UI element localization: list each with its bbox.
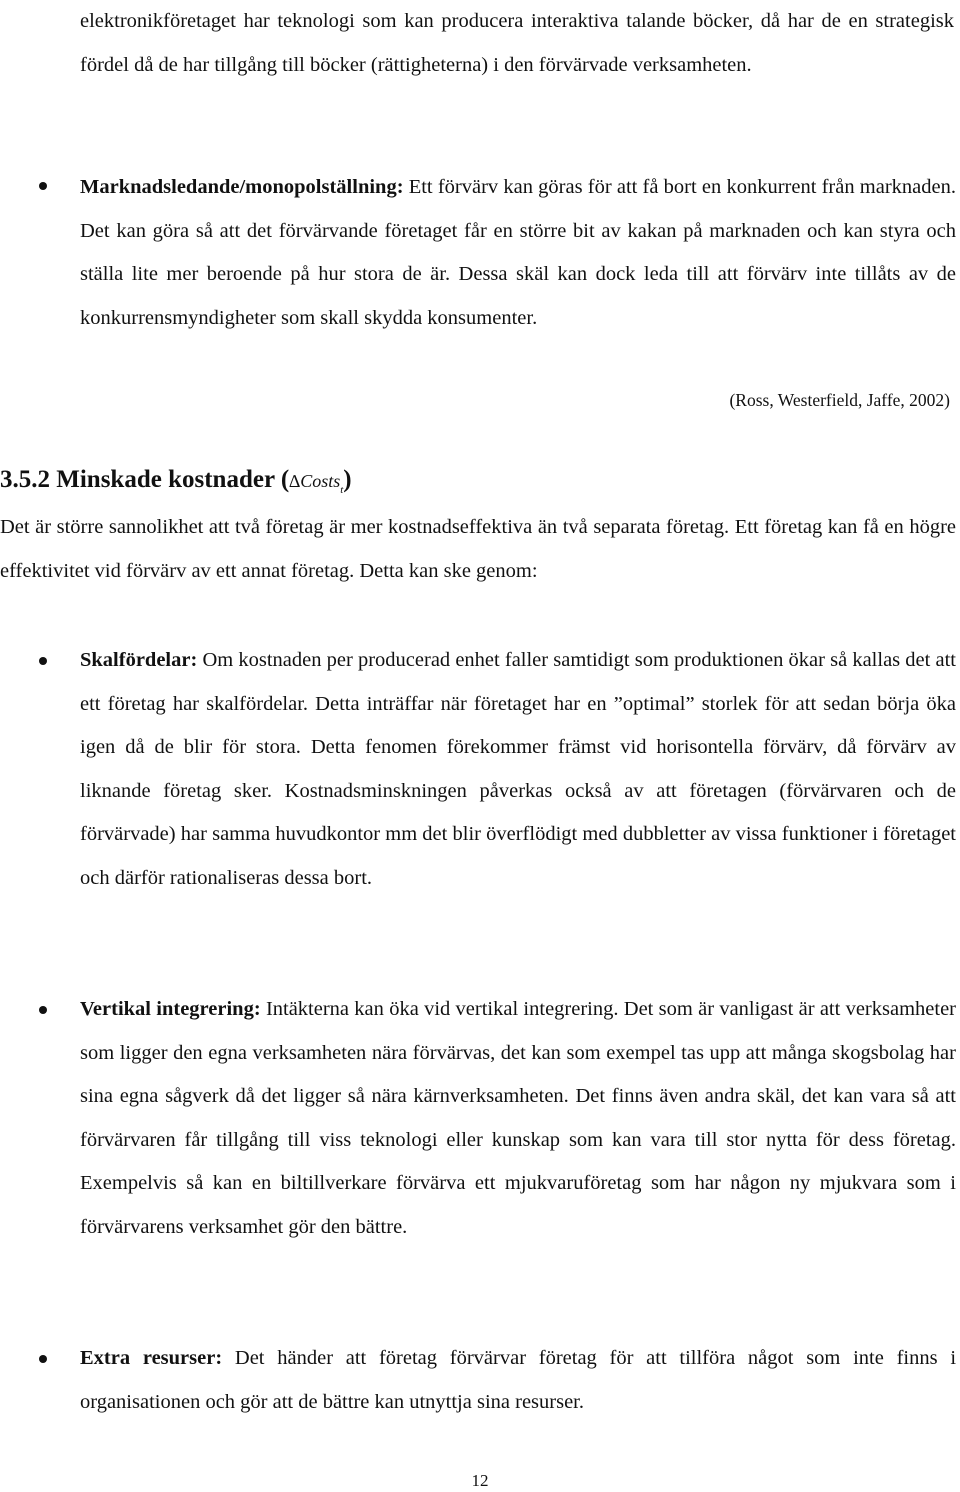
costs-subscript: t: [340, 484, 344, 496]
costs-symbol: Costs: [300, 471, 341, 491]
bullet-vertical-integration: [80, 988, 956, 1249]
section-body-paragraph: Det är större sannolikhet att två företag är mer kostnadseffektiva än två separata företag. Ett företag kan få en högre effektivitet vid förvärv av ett annat företag. Detta kan ske genom:: [0, 516, 956, 582]
bullet-economies-of-scale: [80, 639, 956, 900]
bullet-term: Vertikal integrering:: [80, 998, 261, 1020]
citation: (Ross, Westerfield, Jaffe, 2002): [729, 390, 950, 410]
section-heading-text: 3.5.2 Minskade kostnader (: [0, 466, 290, 493]
section-heading: [0, 460, 352, 510]
delta-symbol: ∆: [289, 471, 301, 491]
bullet-icon: [39, 1006, 47, 1014]
section-heading-close: ): [343, 466, 352, 493]
page-number: 12: [471, 1471, 489, 1490]
bullet-icon: [39, 657, 47, 665]
bullet-extra-resources: [80, 1337, 956, 1424]
bullet-text: Det händer att företag förvärvar företag för att tillföra något som inte finns i organisationen och gör att de bättre kan utnyttja sina resurser.: [80, 1347, 957, 1413]
bullet-text: Intäkterna kan öka vid vertikal integrering. Det som är vanligast är att verksamheter som ligger den egna verksamheten nära förvärvas, det kan som exempel tas upp att många skogsbolag har sina egna sågverk då det ligger så nära kärnverksamheten. Det finns även andra skäl, det kan vara så att förvärvaren får tillgång till viss teknologi eller kunskap som kan vara till stor nytta för dess företag. Exempelvis så kan en biltillverkare förvärva ett mjukvaruföretag som har någon ny mjukvara som i förvärvarens verksamhet gör den bättre.: [80, 998, 957, 1238]
bullet-icon: [39, 182, 47, 190]
bullet-market-position: [80, 166, 956, 340]
continued-paragraph: elektronikföretaget har teknologi som kan producera interaktiva talande böcker, då har de en strategisk fördel då de har tillgång till böcker (rättigheterna) i den förvärvade verksamheten.: [80, 10, 954, 76]
bullet-term: Extra resurser:: [80, 1347, 223, 1369]
bullet-text: Om kostnaden per producerad enhet faller samtidigt som produktionen ökar så kallas det att ett företag har skalfördelar. Detta inträffar när företaget har en ”optimal” storlek för att sedan börja öka igen då de blir för stora. Detta fenomen förekommer främst vid horisontella förvärv, då förvärv av liknande företag sker. Kostnadsminskningen påverkas också av att företagen (förvärvaren och de förvärvade) har samma huvudkontor mm det blir överflödigt med dubbletter av vissa funktioner i företaget och därför rationaliseras dessa bort.: [80, 649, 956, 889]
bullet-text: Ett förvärv kan göras för att få bort en konkurrent från marknaden. Det kan göra så att det förvärvande företaget får en större bit av kakan på marknaden och kan styra och ställa lite mer beroende på hur stora de är. Dessa skäl kan dock leda till att förvärv inte tillåts av de konkurrensmyndigheter som skall skydda konsumenter.: [80, 176, 957, 329]
bullet-icon: [39, 1355, 47, 1363]
bullet-term: Marknadsledande/monopolställning:: [80, 176, 404, 198]
bullet-term: Skalfördelar:: [80, 649, 198, 671]
